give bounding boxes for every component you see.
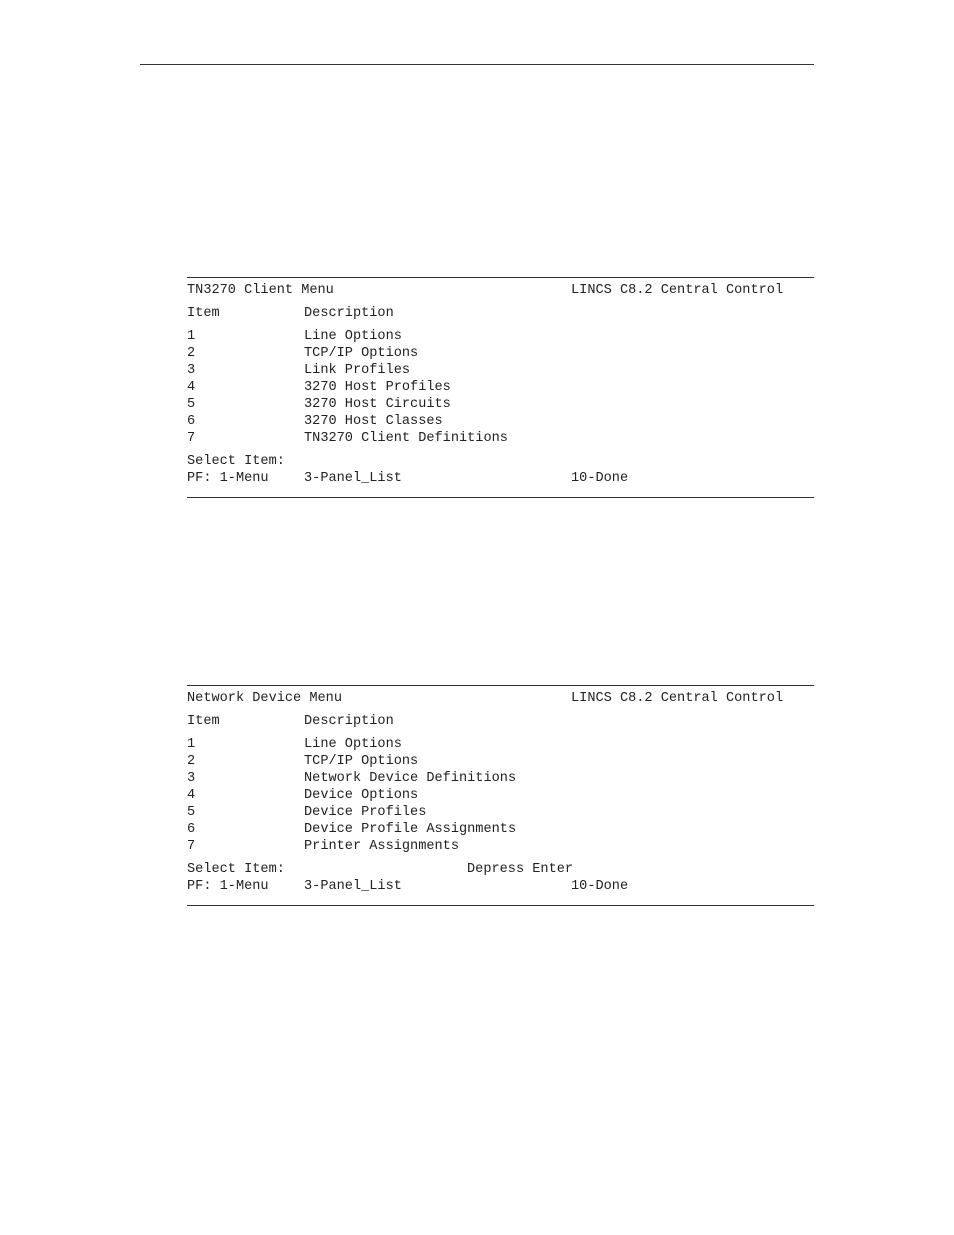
menu-item-number: 3 [187,363,196,378]
menu-item-5[interactable] [187,804,814,821]
menu-item-description: TCP/IP Options [304,346,419,361]
column-header-description: Description [304,306,394,321]
pf-menu-key[interactable]: PF: 1-Menu [187,471,269,486]
menu-title: Network Device Menu [187,691,342,706]
menu-item-description: 3270 Host Classes [304,414,443,429]
pf-done-key[interactable]: 10-Done [571,879,629,894]
depress-enter-hint: Depress Enter [467,862,574,877]
page-top-rule [140,64,814,65]
column-header-item: Item [187,714,220,729]
column-header-description: Description [304,714,394,729]
menu-item-number: 5 [187,397,196,412]
menu-item-description: Device Options [304,788,419,803]
menu-item-6[interactable] [187,821,814,838]
column-headers [187,305,814,322]
menu-item-2[interactable] [187,753,814,770]
menu-item-description: Line Options [304,329,402,344]
menu-item-description: TCP/IP Options [304,754,419,769]
menu-title: TN3270 Client Menu [187,283,334,298]
menu-item-description: Line Options [304,737,402,752]
select-item-prompt[interactable]: Select Item: [187,454,285,469]
menu-item-description: Device Profiles [304,805,427,820]
menu-item-1[interactable] [187,736,814,753]
menu-item-number: 2 [187,754,196,769]
pf-panel-list-key[interactable]: 3-Panel_List [304,471,402,486]
menu-item-description: Network Device Definitions [304,771,517,786]
select-item-line [187,861,814,878]
select-item-line [187,453,814,470]
menu-item-7[interactable] [187,838,814,855]
column-header-item: Item [187,306,220,321]
pf-menu-key[interactable]: PF: 1-Menu [187,879,269,894]
menu-item-description: Link Profiles [304,363,411,378]
menu-item-description: TN3270 Client Definitions [304,431,508,446]
menu-item-3[interactable] [187,770,814,787]
menu-item-number: 3 [187,771,196,786]
pf-done-key[interactable]: 10-Done [571,471,629,486]
menu-item-description: Printer Assignments [304,839,459,854]
menu-item-description: Device Profile Assignments [304,822,517,837]
product-name: LINCS C8.2 Central Control [571,283,784,298]
menu-item-4[interactable] [187,379,814,396]
menu-item-number: 6 [187,414,196,429]
menu-item-5[interactable] [187,396,814,413]
menu-item-description: 3270 Host Profiles [304,380,451,395]
pf-panel-list-key[interactable]: 3-Panel_List [304,879,402,894]
menu-item-number: 1 [187,329,196,344]
select-item-prompt[interactable]: Select Item: [187,862,285,877]
tn3270-client-menu-screen [187,277,814,498]
menu-item-number: 1 [187,737,196,752]
menu-item-number: 7 [187,431,196,446]
menu-item-6[interactable] [187,413,814,430]
pf-key-line [187,878,814,895]
menu-item-number: 7 [187,839,196,854]
menu-item-number: 2 [187,346,196,361]
menu-item-1[interactable] [187,328,814,345]
network-device-menu-screen [187,685,814,906]
screen-header [187,282,814,299]
menu-item-4[interactable] [187,787,814,804]
menu-item-7[interactable] [187,430,814,447]
menu-item-number: 4 [187,380,196,395]
menu-item-number: 4 [187,788,196,803]
screen-header [187,690,814,707]
menu-item-number: 6 [187,822,196,837]
menu-item-2[interactable] [187,345,814,362]
pf-key-line [187,470,814,487]
column-headers [187,713,814,730]
product-name: LINCS C8.2 Central Control [571,691,784,706]
menu-item-number: 5 [187,805,196,820]
menu-item-description: 3270 Host Circuits [304,397,451,412]
menu-item-3[interactable] [187,362,814,379]
